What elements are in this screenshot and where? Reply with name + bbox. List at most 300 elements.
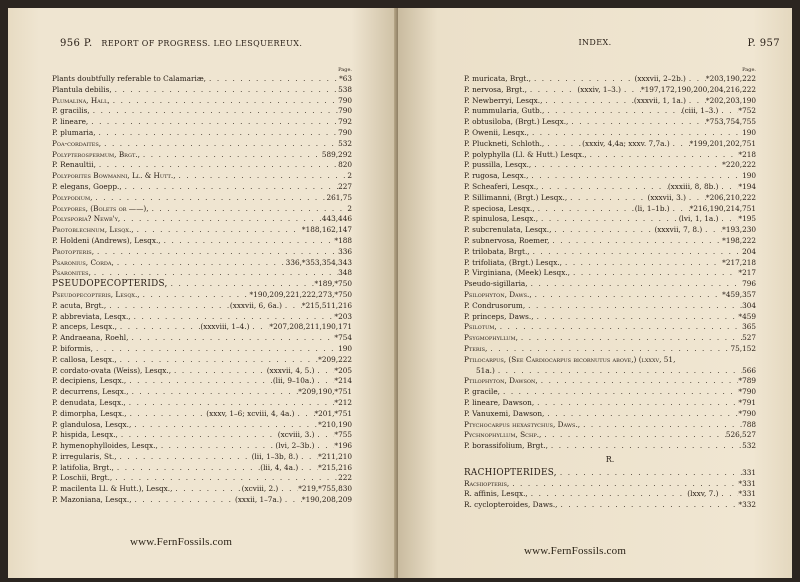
index-entry	[464, 85, 756, 96]
index-entry	[464, 204, 756, 215]
entry-name: P. hymenophylloides, Lesqx.,	[52, 441, 158, 451]
leader-dots	[525, 301, 742, 312]
entry-name: P. abbreviata, Lesqx.,	[52, 311, 131, 321]
leader-dots	[538, 376, 739, 387]
page-reference: 348	[338, 268, 352, 278]
index-entry	[464, 74, 756, 85]
entry-name: P. Virginiana, (Meek) Lesqx.,	[464, 268, 570, 278]
entry-name: P. latifolia, Brgt.,	[52, 462, 114, 472]
page-reference: *188,162,147	[301, 225, 352, 235]
index-entry	[52, 473, 352, 484]
index-entry	[52, 204, 352, 215]
leader-dots	[587, 150, 739, 161]
page-reference: *755	[334, 430, 352, 440]
entry-name: PSEUDOPECOPTERIDS,	[52, 279, 168, 290]
index-entry	[52, 376, 352, 387]
plate-reference: (xxxii, 1–7a.)	[234, 495, 282, 505]
page-reference: 820	[338, 160, 352, 170]
index-entry	[464, 322, 756, 333]
entry-name: R. cyclopteroides, Daws.,	[464, 500, 558, 510]
leader-dots	[718, 106, 738, 117]
leader-dots	[718, 214, 738, 225]
leader-dots	[534, 398, 738, 409]
index-entry	[52, 333, 352, 344]
leader-dots	[110, 96, 338, 107]
entry-name: Plumalina, Hall,	[52, 95, 110, 105]
index-entry	[464, 468, 756, 479]
leader-dots	[542, 96, 633, 107]
page-reference: *219,*755,830	[298, 484, 352, 494]
entry-name: P. pussilla, Lesqx.,	[464, 160, 532, 170]
leader-dots	[528, 489, 688, 500]
plate-reference: (xxxv, 1–6; xcviii, 4, 4a.)	[206, 408, 295, 418]
leader-dots	[140, 290, 250, 301]
entry-name: P. nummularia, Gutb.,	[464, 106, 545, 116]
page-reference: 2	[347, 203, 352, 213]
index-entry	[464, 479, 756, 490]
index-entry	[52, 484, 352, 495]
leader-dots	[570, 268, 738, 279]
leader-dots	[131, 420, 318, 431]
leader-dots	[101, 139, 338, 150]
index-entry	[464, 376, 756, 387]
entry-name: RACHIOPTERIDES,	[464, 467, 557, 478]
page-reference: *217	[738, 268, 756, 278]
plate-reference: (lii, 9–10a.)	[272, 376, 315, 386]
index-entry	[464, 128, 756, 139]
page-reference: *790	[738, 387, 756, 397]
leader-dots	[106, 301, 230, 312]
index-entry	[52, 268, 352, 279]
page-reference: 336,*353,354,343	[285, 257, 352, 267]
page-reference: 790	[338, 95, 352, 105]
index-entry	[52, 106, 352, 117]
page-reference: *220,222	[722, 160, 756, 170]
entry-name: P. Holdeni (Andrews), Lesqx.,	[52, 235, 161, 245]
leader-dots	[132, 495, 235, 506]
leader-dots	[114, 258, 286, 269]
index-entry	[52, 117, 352, 128]
index-entry	[52, 344, 352, 355]
leader-dots	[527, 85, 577, 96]
page-reference: 304	[742, 300, 756, 310]
page-reference: *63	[339, 74, 352, 83]
leader-dots	[126, 376, 273, 387]
index-entry	[52, 463, 352, 474]
index-entry	[52, 355, 352, 366]
page-reference: 566	[742, 365, 756, 375]
entry-name: P. Owenii, Lesqx.,	[464, 127, 529, 137]
right-entry-list-r	[464, 468, 756, 511]
leader-dots	[140, 150, 322, 161]
index-entry	[52, 301, 352, 312]
entry-name: P. glandulosa, Lesqx.,	[52, 419, 132, 429]
index-entry	[464, 117, 756, 128]
plate-reference: (xxxviii, 1–4.)	[200, 322, 250, 332]
leader-dots	[544, 106, 681, 117]
leader-dots	[621, 85, 641, 96]
leader-dots	[117, 355, 319, 366]
entry-name: Psilotum,	[464, 322, 497, 332]
index-entry	[52, 409, 352, 420]
page-reference: *206,210,222	[705, 192, 756, 202]
leader-dots	[702, 225, 722, 236]
leader-dots	[120, 214, 322, 225]
page-reference: 532	[338, 138, 352, 148]
leader-dots	[541, 430, 725, 441]
leader-dots	[538, 214, 679, 225]
leader-dots	[538, 182, 667, 193]
leader-dots	[127, 409, 207, 420]
leader-dots	[528, 171, 742, 182]
plate-reference: (xxxiii, 8, 8b.)	[667, 181, 719, 191]
entry-name: P. Scheaferi, Lesqx.,	[464, 181, 539, 191]
leader-dots	[529, 128, 742, 139]
leader-dots	[686, 96, 706, 107]
leader-dots	[118, 430, 278, 441]
entry-name: P. spinulosa, Lesqx.,	[464, 214, 539, 224]
index-entry	[52, 247, 352, 258]
entry-name: P. Newberryi, Lesqx.,	[464, 95, 543, 105]
index-entry	[464, 489, 756, 500]
page-reference: 365	[742, 322, 756, 332]
entry-name: P. macilenta Ll. & Hutt.), Lesqx.,	[52, 484, 173, 494]
leader-dots	[548, 441, 742, 452]
page-reference: 792	[338, 117, 352, 127]
index-entry	[52, 74, 352, 85]
entry-name: Psilophyton, Daws.,	[464, 289, 532, 299]
index-entry	[464, 355, 756, 366]
entry-name: P. decipiens, Lesqx.,	[52, 376, 127, 386]
entry-name: Pseudo-sigillaria,	[464, 279, 528, 289]
leader-dots	[544, 139, 582, 150]
entry-name: P. trifoliata, (Brgt.) Lesqx.,	[464, 257, 562, 267]
index-entry	[52, 128, 352, 139]
index-entry	[464, 171, 756, 182]
leader-dots	[249, 322, 269, 333]
entry-name: P. gracilis,	[52, 106, 90, 116]
page-reference: *203	[334, 311, 352, 321]
leader-dots	[158, 441, 276, 452]
leader-dots	[670, 204, 690, 215]
page-reference: 331	[742, 467, 756, 477]
leader-dots	[90, 106, 338, 117]
leader-dots	[93, 344, 338, 355]
index-entry	[464, 268, 756, 279]
index-entry	[464, 290, 756, 301]
page-reference: *331	[738, 478, 756, 488]
index-entry	[464, 409, 756, 420]
leader-dots	[168, 279, 315, 290]
index-entry	[464, 225, 756, 236]
entry-name: P. hispida, Lesqx.,	[52, 430, 118, 440]
page-reference: *209,190,*751	[298, 387, 352, 397]
leader-dots	[557, 468, 742, 479]
entry-name: P. denudata, Lesqx.,	[52, 397, 126, 407]
page-reference: *215,511,216	[301, 300, 352, 310]
page-reference: 204	[742, 246, 756, 256]
leader-dots	[544, 409, 738, 420]
index-entry	[52, 139, 352, 150]
leader-dots	[298, 463, 318, 474]
book-spread	[8, 8, 792, 578]
page-reference: *211,210	[318, 451, 352, 461]
entry-name: P. anceps, Lesqx.,	[52, 322, 117, 332]
leader-dots	[91, 268, 338, 279]
page-reference: 190	[742, 171, 756, 181]
entry-name: P. Loschii, Brgt.,	[52, 473, 113, 483]
page-reference: 261,75	[326, 192, 352, 202]
leader-dots	[295, 409, 315, 420]
index-entry	[52, 150, 352, 161]
plate-reference: (lvi, 2–3b.)	[275, 441, 315, 451]
page-reference: *195	[738, 214, 756, 224]
page-reference: *207,208,211,190,171	[269, 322, 352, 332]
leader-dots	[128, 333, 334, 344]
entry-name: P. princeps, Daws.,	[464, 311, 534, 321]
page-reference: 527	[742, 333, 756, 343]
entry-name: Pychnophyllum, Schp.,	[464, 430, 542, 440]
leader-dots	[497, 322, 742, 333]
leader-dots	[282, 301, 302, 312]
page-reference: *789	[738, 376, 756, 386]
index-entry	[52, 312, 352, 323]
page-reference: 75,152	[730, 343, 756, 353]
index-entry	[464, 387, 756, 398]
page-reference: *209,222	[318, 354, 352, 364]
entry-name: P. decurrens, Lesqx.,	[52, 387, 129, 397]
index-entry	[464, 420, 756, 431]
leader-dots	[531, 74, 635, 85]
leader-dots	[278, 484, 298, 495]
leader-dots	[532, 290, 723, 301]
index-entry	[464, 236, 756, 247]
page-reference: *216,190,214,751	[689, 203, 756, 213]
plate-reference: (xxxvii, 2–2b.)	[634, 74, 686, 83]
entry-name: P. dimorpha, Lesqx.,	[52, 408, 127, 418]
entry-name: Polysporia? Newb'y,	[52, 214, 121, 224]
plate-reference: (xxxvii, 3.)	[647, 192, 686, 202]
index-entry	[52, 225, 352, 236]
entry-name: Ptilophyton, Dawson,	[464, 376, 538, 386]
page-reference: *753,754,755	[705, 117, 756, 127]
entry-name: Protoblechnum, Lesqx.,	[52, 225, 134, 235]
entry-name: P. callosa, Lesqx.,	[52, 354, 117, 364]
page-reference: 336	[338, 246, 352, 256]
right-index-column	[464, 67, 756, 511]
index-entry	[52, 279, 352, 290]
page-reference: *215,216	[318, 462, 352, 472]
index-entry	[464, 106, 756, 117]
leader-dots	[530, 247, 742, 258]
index-entry	[52, 495, 352, 506]
page-reference: *790	[738, 408, 756, 418]
right-page-col-label: Page.	[742, 67, 756, 73]
index-entry	[52, 452, 352, 463]
entry-name: Pseudopecopteris, Lesqx.,	[52, 289, 140, 299]
index-entry	[464, 441, 756, 452]
entry-name: Psaronites,	[52, 268, 91, 278]
entry-name: Rachiopteris,	[464, 478, 510, 488]
page-reference: *202,203,190	[705, 95, 756, 105]
index-entry	[464, 258, 756, 269]
page-reference: *217,218	[722, 257, 756, 267]
plate-reference: (li, 1–1b.)	[634, 203, 670, 213]
leader-dots	[171, 366, 267, 377]
index-entry	[52, 171, 352, 182]
left-entry-list	[52, 74, 352, 506]
entry-name: P. speciosa, Lesqx.,	[464, 203, 535, 213]
entry-name: P. irregularis, St.,	[52, 451, 117, 461]
leader-dots	[134, 225, 302, 236]
page-reference: 589,292	[321, 149, 352, 159]
page-reference: *194	[738, 181, 756, 191]
left-page-number: 956 P.	[60, 38, 93, 49]
leader-dots	[117, 322, 200, 333]
page-reference: *197,172,190,200,204,216,222	[640, 84, 756, 94]
leader-dots	[718, 182, 738, 193]
page-reference: 532	[742, 441, 756, 451]
entry-name: R. affinis, Lesqx.,	[464, 489, 528, 499]
leader-dots	[558, 500, 739, 511]
left-index-column	[52, 67, 352, 506]
right-page-title: INDEX.	[578, 38, 612, 47]
entry-name: Pteris,	[464, 343, 488, 353]
leader-dots	[718, 489, 738, 500]
plate-reference: (xxxvii, 1, 1a.)	[633, 95, 686, 105]
page-reference: *331	[738, 489, 756, 499]
leader-dots	[117, 452, 252, 463]
entry-name: P. subcrenulata, Lesqx.,	[464, 225, 552, 235]
entry-name: P. Sillimanni, (Brgt.) Lesqx.,	[464, 192, 568, 202]
entry-name: Ptychocarpus hexastychus, Daws.,	[464, 419, 581, 429]
index-entry	[52, 96, 352, 107]
leader-dots	[314, 430, 334, 441]
index-entry	[52, 236, 352, 247]
plate-reference: (lvi, 1, 1a.)	[678, 214, 719, 224]
index-entry	[464, 150, 756, 161]
leader-dots	[670, 139, 690, 150]
entry-name: Polypores, (Bolets or ——),	[52, 203, 149, 213]
plate-reference: (xcviii, 2.)	[241, 484, 279, 494]
index-entry	[52, 420, 352, 431]
entry-name: P. cordato-ovata (Weiss), Lesqx.,	[52, 365, 172, 375]
index-entry	[464, 301, 756, 312]
index-entry	[464, 312, 756, 323]
leader-dots	[96, 160, 338, 171]
right-page-number: P. 957	[747, 38, 780, 49]
index-entry	[464, 96, 756, 107]
leader-dots	[551, 225, 654, 236]
index-entry	[464, 398, 756, 409]
page-reference: 2	[347, 171, 352, 181]
entry-name: P. borassifolium, Brgt.,	[464, 441, 548, 451]
index-entry	[464, 430, 756, 441]
index-entry	[464, 247, 756, 258]
entry-name: P. rugosa, Lesqx.,	[464, 171, 529, 181]
entry-name: P. plumaria,	[52, 127, 96, 137]
entry-name: P. Pluckneti, Schloth.,	[464, 138, 545, 148]
page-reference: 222	[338, 473, 352, 483]
page-reference: *754	[334, 333, 352, 343]
page-reference: *196	[334, 441, 352, 451]
index-entry	[52, 160, 352, 171]
plate-reference: (lii, 1–3b, 8.)	[251, 451, 299, 461]
index-entry	[464, 139, 756, 150]
index-entry	[52, 182, 352, 193]
page-reference: 190	[338, 343, 352, 353]
page-reference: *214	[334, 376, 352, 386]
index-entry	[464, 160, 756, 171]
leader-dots	[129, 387, 299, 398]
index-entry	[52, 430, 352, 441]
left-page	[8, 8, 398, 578]
leader-dots	[549, 236, 722, 247]
leader-dots	[314, 376, 334, 387]
plate-reference: (lxxv, 7.)	[687, 489, 719, 499]
entry-name: P. lineare, Dawson,	[464, 397, 535, 407]
index-entry	[464, 366, 756, 377]
page-reference: *199,201,202,751	[689, 138, 756, 148]
leader-dots	[487, 344, 730, 355]
page-reference: *459,357	[722, 289, 756, 299]
index-entry	[464, 333, 756, 344]
page-reference: *212	[334, 397, 352, 407]
index-entry	[52, 258, 352, 269]
page-reference: 788	[742, 419, 756, 429]
plate-reference: (xcviii, 3.)	[277, 430, 315, 440]
right-entry-list	[464, 74, 756, 452]
page-reference: 796	[742, 279, 756, 289]
left-running-header	[60, 38, 302, 49]
entry-name: P. muricata, Brgt.,	[464, 74, 531, 83]
leader-dots	[528, 279, 742, 290]
entry-name: P. gracile,	[464, 387, 500, 397]
page-reference: *791	[738, 397, 756, 407]
page-reference: *752	[738, 106, 756, 116]
leader-dots	[509, 479, 738, 490]
page-reference: 443,446	[321, 214, 352, 224]
leader-dots	[126, 398, 335, 409]
leader-dots	[88, 117, 338, 128]
left-page-col-label: Page.	[338, 67, 352, 73]
page-reference: *198,222	[722, 235, 756, 245]
leader-dots	[172, 484, 241, 495]
leader-dots	[206, 74, 339, 85]
page-reference: *459	[738, 311, 756, 321]
leader-dots	[314, 366, 334, 377]
index-entry	[464, 193, 756, 204]
left-page-title: REPORT OF PROGRESS. LEO LESQUEREUX.	[101, 39, 303, 48]
page-reference: 190	[742, 127, 756, 137]
entry-name: P. acuta, Brgt.,	[52, 300, 107, 310]
entry-name: P. obtusiloba, (Brgt.) Lesqx.,	[464, 117, 569, 127]
right-page	[398, 8, 792, 578]
entry-name: Poa-cordaites,	[52, 138, 102, 148]
page-reference: *201,*751	[314, 408, 352, 418]
leader-dots	[131, 312, 335, 323]
page-reference: *218	[738, 149, 756, 159]
entry-name: Plantula debilis,	[52, 84, 112, 94]
leader-dots	[176, 171, 348, 182]
leader-dots	[568, 117, 706, 128]
leader-dots	[534, 312, 739, 323]
index-entry	[52, 214, 352, 225]
left-watermark: www.FernFossils.com	[130, 536, 233, 548]
plate-reference: (xxxiv, 1–3.)	[577, 84, 621, 94]
leader-dots	[112, 85, 338, 96]
plate-reference: (xxxvii, 6, 6a.)	[229, 300, 282, 310]
